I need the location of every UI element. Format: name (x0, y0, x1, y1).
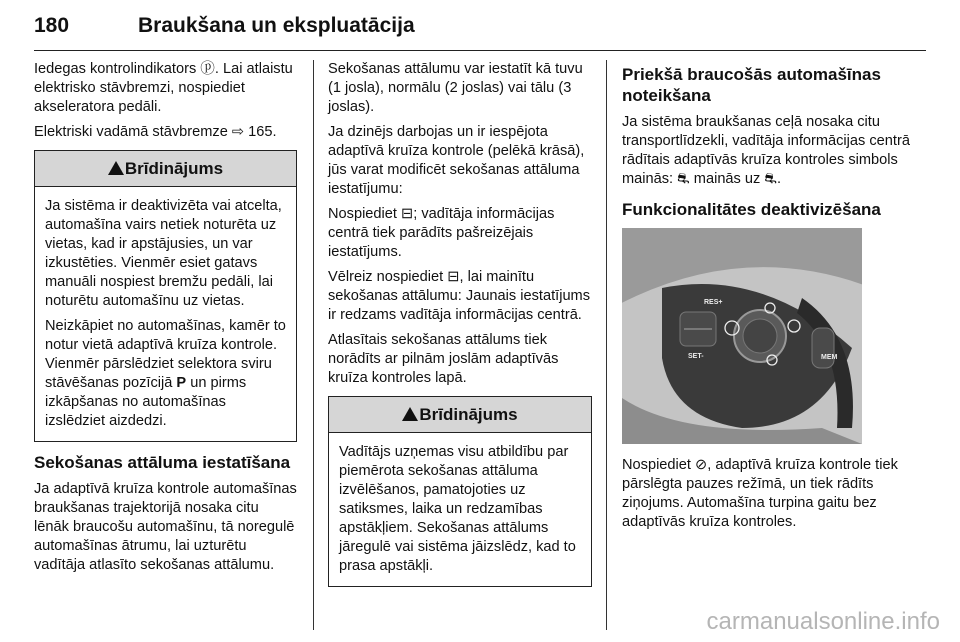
page-header (34, 0, 926, 51)
warning-title: Brīdinājums (124, 159, 224, 178)
warning-body (329, 433, 591, 586)
set-minus-label: SET- (688, 353, 704, 360)
warning-box (34, 150, 297, 442)
paragraph: Ja sistēma braukšanas ceļā nosaka citu transportlīdzekli, vadītāja informācijas centrā rādītais adaptīvās kruīza kontroles simbols mainās: ⛐ mainās uz ⛐. (622, 114, 910, 187)
paragraph: Iedegas kontrolindikators ⓟ. Lai atlaistu elektrisko stāvbremzi, nospiediet akseleratora pedāli. (34, 61, 293, 115)
paragraph: Vadītājs uzņemas visu atbildību par piemērota sekošanas attāluma izvēlēšanos, pamatojoties uz satiksmes, laika un redzamības apstākļiem. Sekošanas attālums jāregulē vai sistēma jāizslēdz, kad to prasa apstākļi. (339, 444, 576, 574)
section-heading: Sekošanas attāluma iestatīšana (34, 453, 291, 472)
watermark: carmanualsonline.info (706, 608, 940, 635)
column-1 (34, 60, 297, 581)
paragraph: Ja adaptīvā kruīza kontrole automašīnas braukšanas trajektorijā nosaka citu lēnāk braucošu automašīnu, tā noregulē automašīnas ātrumu, lai uzturētu vadītāja atlasīto sekošanas attālumu. (34, 481, 297, 573)
column-3 (622, 60, 912, 538)
paragraph: Sekošanas attālumu var iestatīt kā tuvu (1 josla), normālu (2 joslas) vai tālu (3 joslas). (328, 61, 583, 115)
paragraph: Atlasītais sekošanas attālums tiek norādīts ar pilnām joslām adaptīvās kruīza kontroles lapā. (328, 332, 559, 386)
warning-header (329, 397, 591, 433)
paragraph: Vēlreiz nospiediet ⊟, lai mainītu sekošanas attālumu: Jaunais iestatījums ir redzams vadītāja informācijas centrā. (328, 269, 591, 323)
paragraph: Ja sistēma ir deaktivizēta vai atcelta, automašīna vairs netiek noturēta uz vietas, kad ir apstājusies, un var izkustēties. Vienmēr esiet gatavs manuāli nospiest bremžu pedāli, lai noturētu automašīnu uz vietas. (45, 198, 282, 309)
res-plus-label: RES+ (704, 299, 723, 306)
warning-triangle-icon (108, 161, 124, 175)
steering-wheel-controls-illustration (622, 228, 862, 444)
paragraph: Nospiediet ⊟; vadītāja informācijas centrā tiek parādīts pašreizējais iestatījums. (328, 206, 555, 260)
text: un pirms izkāpšanas no automašīnas izslēdziet aizdedzi. (45, 375, 247, 429)
steering-wheel-figure (622, 228, 862, 444)
chapter-title: Braukšana un ekspluatācija (138, 14, 415, 37)
warning-body (35, 187, 296, 441)
warning-box (328, 396, 592, 587)
column-divider (313, 60, 314, 630)
paragraph: Nospiediet ⊘, adaptīvā kruīza kontrole tiek pārslēgta pauzes režīmā, un tiek rādīts ziņojums. Automašīna turpina gaitu bez adaptīvās kruīza kontroles. (622, 457, 898, 530)
column-divider (606, 60, 607, 630)
paragraph: Ja dzinējs darbojas un ir iespējota adaptīvā kruīza kontrole (pelēkā krāsā), jūs varat modificēt sekošanas attāluma iestatījumu: (328, 124, 585, 197)
section-heading: Priekšā braucošās automašīnas noteikšana (622, 65, 881, 105)
column-2 (328, 60, 592, 597)
paragraph (45, 317, 286, 431)
page-number: 180 (34, 14, 70, 37)
mem-label: MEM (821, 354, 838, 361)
cross-reference-link[interactable]: Elektriski vadāmā stāvbremze ⇨ 165. (34, 124, 277, 140)
warning-title: Brīdinājums (419, 405, 518, 424)
text: Neizkāpiet no automašīnas, kamēr to notur vietā adaptīvā kruīza kontrole. Vienmēr pārslēdziet selektora sviru stāvēšanas pozīcijā (45, 318, 286, 391)
paragraph (34, 123, 297, 142)
bold-text: P (176, 375, 187, 391)
warning-triangle-icon (402, 407, 418, 421)
section-heading: Funkcionalitātes deaktivizēšana (622, 200, 881, 219)
warning-header (35, 151, 296, 187)
